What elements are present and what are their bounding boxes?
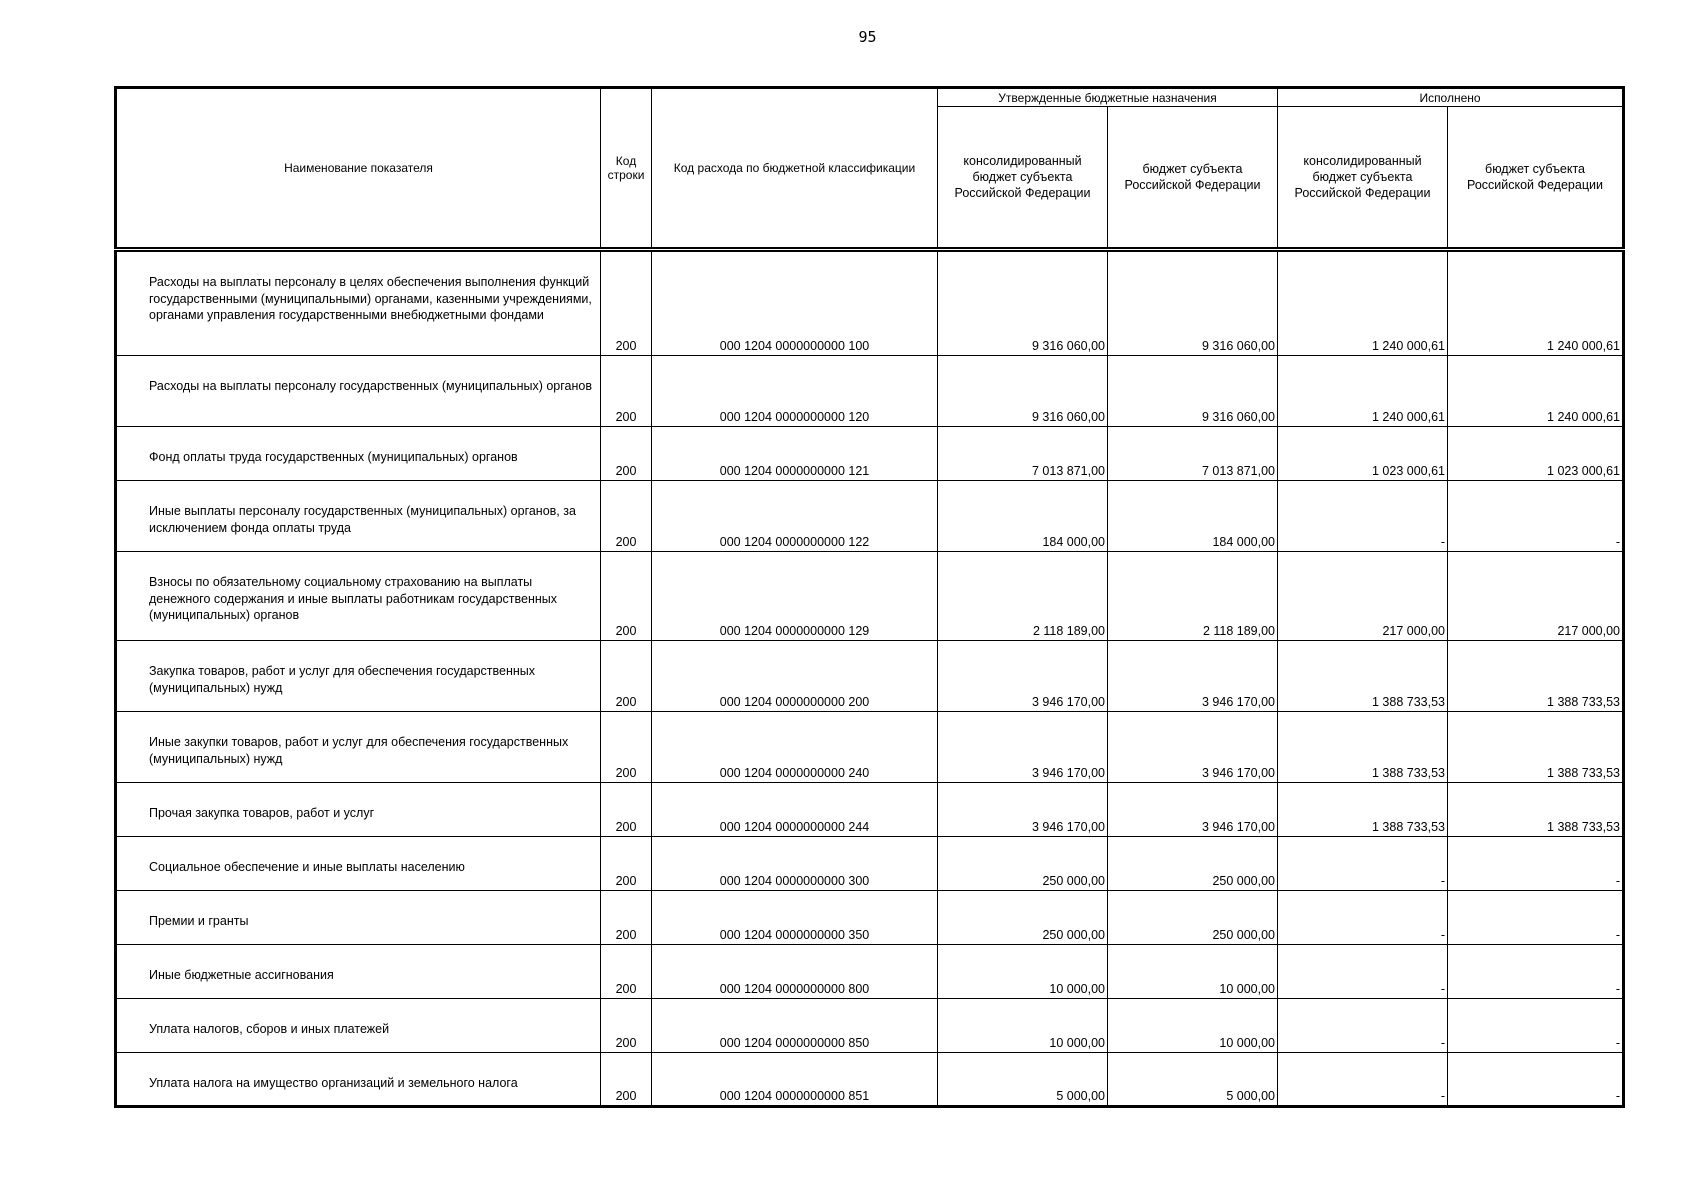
row-executed-consolidated: - xyxy=(1278,945,1448,999)
row-approved-subject: 7 013 871,00 xyxy=(1108,427,1278,481)
row-line-code: 200 xyxy=(601,250,652,356)
row-line-code: 200 xyxy=(601,783,652,837)
page-number: 95 xyxy=(858,28,877,46)
row-executed-consolidated: 1 240 000,61 xyxy=(1278,356,1448,427)
row-budget-code: 000 1204 0000000000 200 xyxy=(652,641,938,712)
row-budget-code: 000 1204 0000000000 851 xyxy=(652,1053,938,1107)
table-row xyxy=(116,552,1624,641)
row-approved-consolidated: 250 000,00 xyxy=(938,891,1108,945)
row-executed-consolidated: - xyxy=(1278,837,1448,891)
table-row xyxy=(116,891,1624,945)
row-budget-code: 000 1204 0000000000 122 xyxy=(652,481,938,552)
row-executed-subject: 1 388 733,53 xyxy=(1448,783,1624,837)
row-executed-consolidated: 1 023 000,61 xyxy=(1278,427,1448,481)
row-approved-consolidated: 5 000,00 xyxy=(938,1053,1108,1107)
row-approved-consolidated: 184 000,00 xyxy=(938,481,1108,552)
row-line-code: 200 xyxy=(601,427,652,481)
row-approved-subject: 250 000,00 xyxy=(1108,837,1278,891)
row-executed-subject: - xyxy=(1448,891,1624,945)
row-approved-subject: 2 118 189,00 xyxy=(1108,552,1278,641)
header-executed-group: Исполнено xyxy=(1278,88,1624,107)
row-approved-subject: 3 946 170,00 xyxy=(1108,641,1278,712)
row-approved-subject: 9 316 060,00 xyxy=(1108,250,1278,356)
row-approved-consolidated: 3 946 170,00 xyxy=(938,712,1108,783)
row-line-code: 200 xyxy=(601,552,652,641)
row-executed-consolidated: - xyxy=(1278,999,1448,1053)
row-name: Иные закупки товаров, работ и услуг для обеспечения государственных (муниципальных) нужд xyxy=(116,712,601,783)
table-row xyxy=(116,427,1624,481)
row-line-code: 200 xyxy=(601,891,652,945)
row-executed-subject: - xyxy=(1448,837,1624,891)
row-name: Иные выплаты персоналу государственных (муниципальных) органов, за исключением фонда оплаты труда xyxy=(116,481,601,552)
row-line-code: 200 xyxy=(601,641,652,712)
row-budget-code: 000 1204 0000000000 121 xyxy=(652,427,938,481)
table-row xyxy=(116,1053,1624,1107)
row-approved-consolidated: 10 000,00 xyxy=(938,945,1108,999)
header-executed-subject: бюджет субъекта Российской Федерации xyxy=(1448,107,1624,250)
row-name: Расходы на выплаты персоналу в целях обеспечения выполнения функций государственными (муниципальными) органами, казенными учреждениями, органами управления государственными внебюджетными фондами xyxy=(116,250,601,356)
row-line-code: 200 xyxy=(601,999,652,1053)
header-executed-consolidated: консолидированный бюджет субъекта Российской Федерации xyxy=(1278,107,1448,250)
row-approved-subject: 250 000,00 xyxy=(1108,891,1278,945)
row-line-code: 200 xyxy=(601,945,652,999)
table-header xyxy=(116,88,1624,250)
header-approved-group: Утвержденные бюджетные назначения xyxy=(938,88,1278,107)
row-approved-subject: 184 000,00 xyxy=(1108,481,1278,552)
row-line-code: 200 xyxy=(601,837,652,891)
row-executed-consolidated: - xyxy=(1278,891,1448,945)
table-body xyxy=(116,250,1624,1107)
row-executed-subject: - xyxy=(1448,1053,1624,1107)
row-budget-code: 000 1204 0000000000 244 xyxy=(652,783,938,837)
row-executed-subject: - xyxy=(1448,999,1624,1053)
row-executed-consolidated: 1 388 733,53 xyxy=(1278,641,1448,712)
row-executed-subject: 1 388 733,53 xyxy=(1448,712,1624,783)
row-name: Иные бюджетные ассигнования xyxy=(116,945,601,999)
row-name: Уплата налогов, сборов и иных платежей xyxy=(116,999,601,1053)
row-line-code: 200 xyxy=(601,1053,652,1107)
header-name: Наименование показателя xyxy=(116,88,601,250)
table-row xyxy=(116,250,1624,356)
row-approved-consolidated: 7 013 871,00 xyxy=(938,427,1108,481)
header-line-code: Код строки xyxy=(601,88,652,250)
row-name: Взносы по обязательному социальному страхованию на выплаты денежного содержания и иные выплаты работникам государственных (муниципальных) органов xyxy=(116,552,601,641)
row-budget-code: 000 1204 0000000000 240 xyxy=(652,712,938,783)
row-line-code: 200 xyxy=(601,712,652,783)
row-approved-subject: 3 946 170,00 xyxy=(1108,783,1278,837)
row-executed-subject: 1 023 000,61 xyxy=(1448,427,1624,481)
row-executed-consolidated: 1 240 000,61 xyxy=(1278,250,1448,356)
row-budget-code: 000 1204 0000000000 350 xyxy=(652,891,938,945)
table-row xyxy=(116,356,1624,427)
row-budget-code: 000 1204 0000000000 850 xyxy=(652,999,938,1053)
row-approved-subject: 9 316 060,00 xyxy=(1108,356,1278,427)
row-name: Расходы на выплаты персоналу государственных (муниципальных) органов xyxy=(116,356,601,427)
header-approved-consolidated: консолидированный бюджет субъекта Российской Федерации xyxy=(938,107,1108,250)
row-executed-subject: 1 240 000,61 xyxy=(1448,356,1624,427)
table-row xyxy=(116,945,1624,999)
row-line-code: 200 xyxy=(601,356,652,427)
row-approved-consolidated: 9 316 060,00 xyxy=(938,250,1108,356)
row-budget-code: 000 1204 0000000000 120 xyxy=(652,356,938,427)
row-name: Прочая закупка товаров, работ и услуг xyxy=(116,783,601,837)
row-name: Фонд оплаты труда государственных (муниципальных) органов xyxy=(116,427,601,481)
table-row xyxy=(116,712,1624,783)
table-row xyxy=(116,999,1624,1053)
row-budget-code: 000 1204 0000000000 129 xyxy=(652,552,938,641)
row-approved-consolidated: 3 946 170,00 xyxy=(938,641,1108,712)
row-budget-code: 000 1204 0000000000 300 xyxy=(652,837,938,891)
row-approved-subject: 10 000,00 xyxy=(1108,999,1278,1053)
row-executed-consolidated: 1 388 733,53 xyxy=(1278,783,1448,837)
row-executed-subject: 1 240 000,61 xyxy=(1448,250,1624,356)
row-executed-subject: 217 000,00 xyxy=(1448,552,1624,641)
table-row xyxy=(116,481,1624,552)
row-approved-consolidated: 2 118 189,00 xyxy=(938,552,1108,641)
row-approved-subject: 3 946 170,00 xyxy=(1108,712,1278,783)
row-executed-subject: 1 388 733,53 xyxy=(1448,641,1624,712)
row-approved-consolidated: 10 000,00 xyxy=(938,999,1108,1053)
header-budget-code: Код расхода по бюджетной классификации xyxy=(652,88,938,250)
header-approved-subject: бюджет субъекта Российской Федерации xyxy=(1108,107,1278,250)
row-executed-consolidated: - xyxy=(1278,1053,1448,1107)
row-name: Уплата налога на имущество организаций и земельного налога xyxy=(116,1053,601,1107)
row-budget-code: 000 1204 0000000000 100 xyxy=(652,250,938,356)
row-name: Социальное обеспечение и иные выплаты населению xyxy=(116,837,601,891)
row-executed-subject: - xyxy=(1448,481,1624,552)
row-executed-consolidated: 217 000,00 xyxy=(1278,552,1448,641)
row-name: Закупка товаров, работ и услуг для обеспечения государственных (муниципальных) нужд xyxy=(116,641,601,712)
row-approved-subject: 10 000,00 xyxy=(1108,945,1278,999)
row-approved-subject: 5 000,00 xyxy=(1108,1053,1278,1107)
row-name: Премии и гранты xyxy=(116,891,601,945)
budget-table xyxy=(114,86,1625,1108)
row-budget-code: 000 1204 0000000000 800 xyxy=(652,945,938,999)
row-line-code: 200 xyxy=(601,481,652,552)
table-row xyxy=(116,641,1624,712)
table-row xyxy=(116,837,1624,891)
row-approved-consolidated: 3 946 170,00 xyxy=(938,783,1108,837)
table-row xyxy=(116,783,1624,837)
row-approved-consolidated: 250 000,00 xyxy=(938,837,1108,891)
row-executed-consolidated: - xyxy=(1278,481,1448,552)
row-approved-consolidated: 9 316 060,00 xyxy=(938,356,1108,427)
row-executed-subject: - xyxy=(1448,945,1624,999)
row-executed-consolidated: 1 388 733,53 xyxy=(1278,712,1448,783)
